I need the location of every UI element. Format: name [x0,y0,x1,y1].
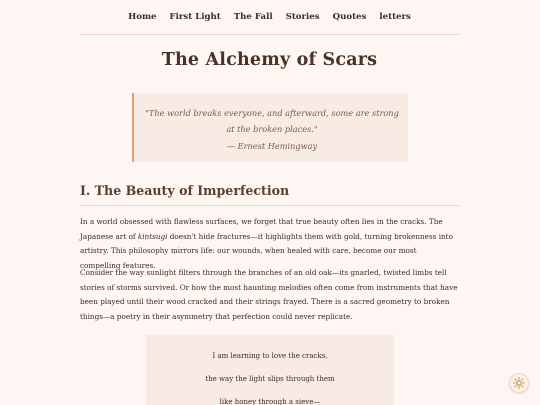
page [80,0,459,405]
section-heading: I. The Beauty of Imperfection [80,183,459,206]
nav-first-light-link[interactable]: First Light [169,12,221,22]
nav-quotes-link[interactable]: Quotes [332,12,367,22]
epigraph-quote [132,93,408,162]
sun-icon [513,377,525,389]
body-paragraph-2: Consider the way sunlight filters through the branches of an old oak—its gnarled, twisted limbs tell stories of storms survived. Or how the most haunting melodies often come from instruments that have been played until their wood cracked and their strings frayed. There is a sacred geometry to broken things—a poetry in their asymmetry that perfection could never replicate. [80,268,458,321]
nav-home-link[interactable]: Home [128,12,157,22]
poem-line-3: like honey through a sieve— [219,398,321,405]
body-paragraph-1 [80,215,459,273]
page-title: The Alchemy of Scars [161,50,378,70]
kintsugi-emphasis: kintsugi [137,231,168,241]
paragraph-text: In a world obsessed with flawless surfaces, we forget that true beauty often lies in the cracks. The Japanese art of [80,217,443,241]
poem-block [146,335,394,405]
nav-letters-link[interactable]: letters [379,12,411,22]
theme-toggle-button[interactable] [509,373,529,393]
nav-stories-link[interactable]: Stories [285,12,320,22]
poem-line-2: the way the light slips through them [205,375,335,383]
paragraph-text: doesn't hide fractures—it highlights them with gold, turning brokenness into artistry. This philosophy mirrors life: our wounds, when healed with care, become our most compelling features. [80,231,453,270]
top-navigation [80,0,459,35]
poem-line-1: I am learning to love the cracks, [212,352,328,360]
nav-the-fall-link[interactable]: The Fall [233,12,273,22]
epigraph-text: "The world breaks everyone, and afterward, some are strong at the broken places." [145,108,399,135]
epigraph-attribution: — Ernest Hemingway [226,140,318,151]
